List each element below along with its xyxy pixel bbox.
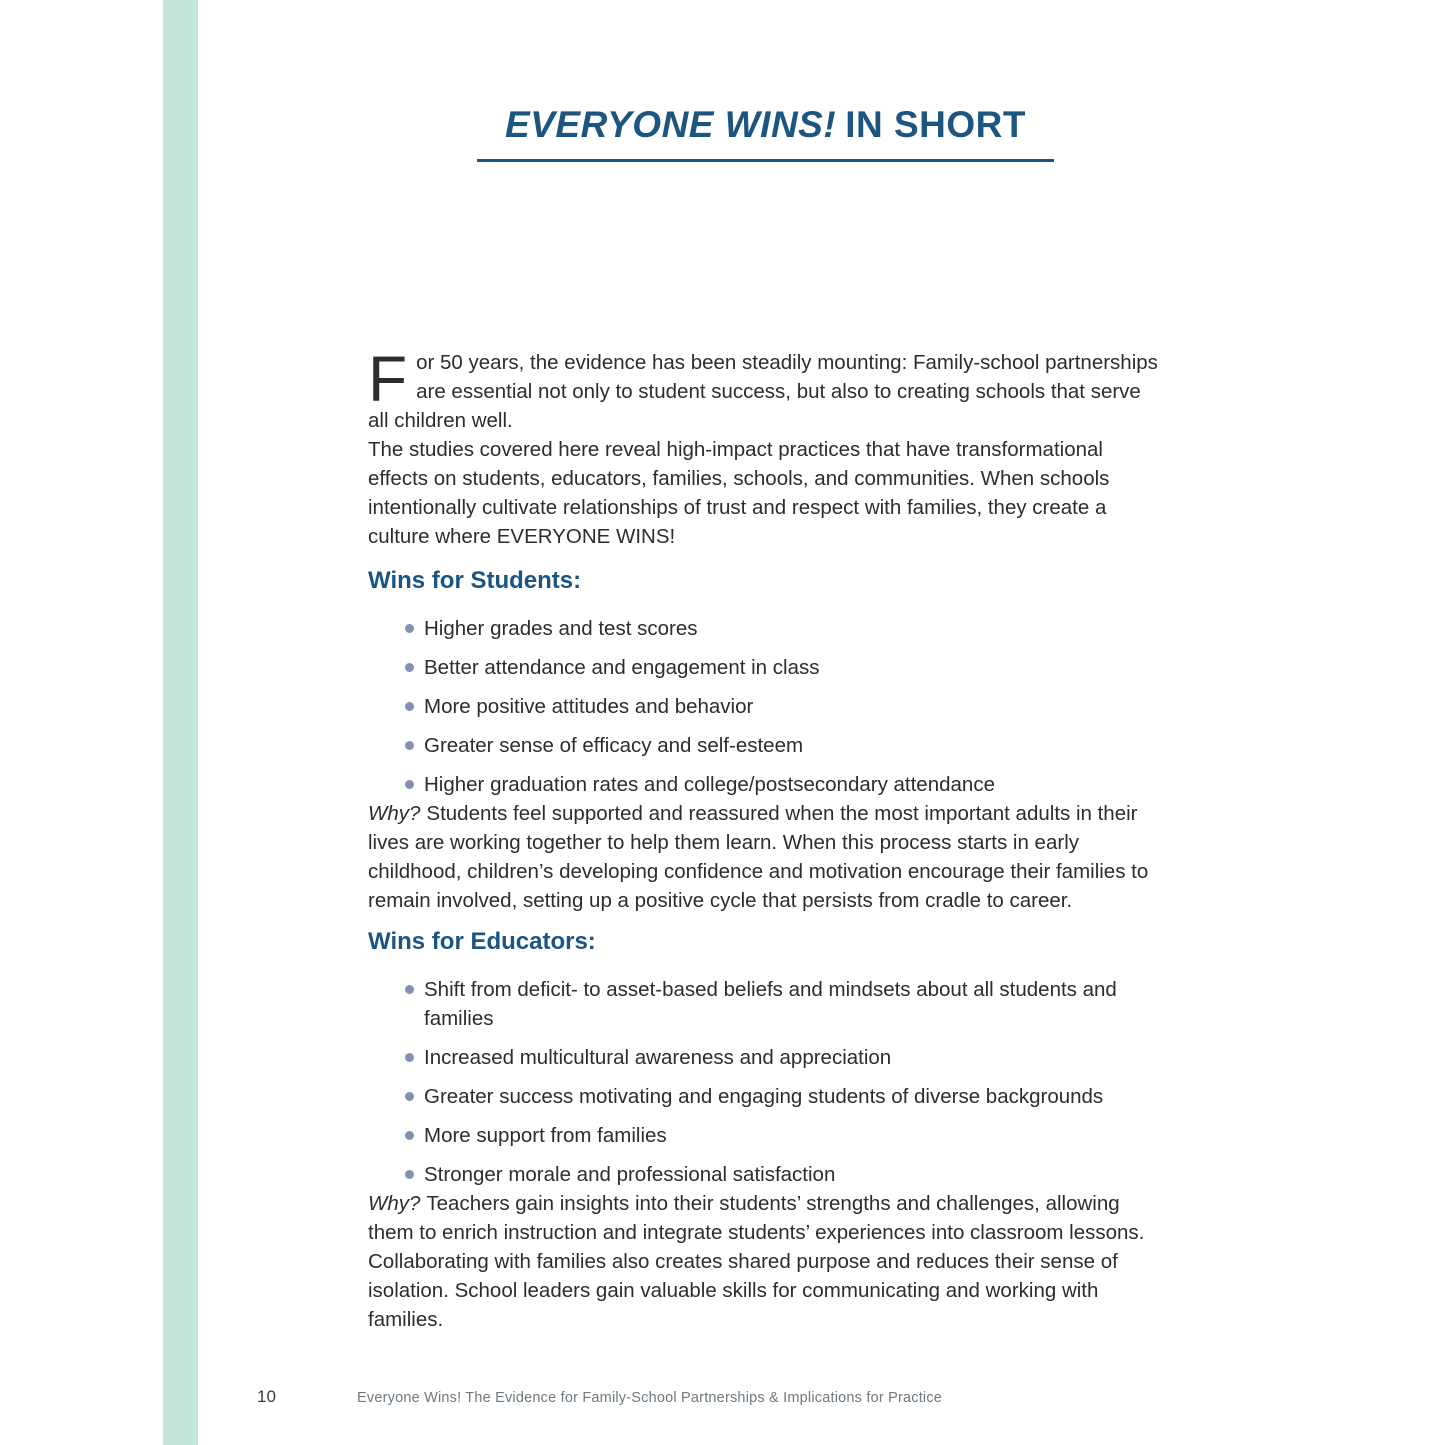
- students-why-text: Students feel supported and reassured when the most important adults in their lives are working together to help them learn. When this process starts in early childhood, children’s developing confidence and motivation encourage their families to remain involved, setting up a positive cycle that persists from cradle to career.: [368, 802, 1149, 912]
- list-item-text: Higher graduation rates and college/postsecondary attendance: [424, 773, 995, 796]
- footer-caption: Everyone Wins! The Evidence for Family-School Partnerships & Implications for Practice: [357, 1390, 943, 1406]
- page-number: 10: [257, 1387, 276, 1406]
- list-item: [368, 653, 1166, 682]
- list-item: [368, 770, 1166, 799]
- page-title-regular-part: IN SHORT: [845, 104, 1026, 145]
- list-item: [368, 1121, 1166, 1150]
- page-title: [477, 104, 1054, 162]
- bullet-icon: [405, 1053, 414, 1062]
- list-item-text: Increased multicultural awareness and appreciation: [424, 1046, 892, 1069]
- list-item: [368, 614, 1166, 643]
- list-item-text: Greater success motivating and engaging students of diverse backgrounds: [424, 1085, 1104, 1108]
- bullet-icon: [405, 1170, 414, 1179]
- students-benefits-list: [368, 614, 1166, 799]
- bullet-icon: [405, 1092, 414, 1101]
- why-label: Why?: [368, 1192, 421, 1215]
- intro-paragraph-1-text: or 50 years, the evidence has been steadily mounting: Family-school partnerships are essential not only to student success, but also to creating schools that serve all children well.: [368, 351, 1158, 432]
- left-margin-stripe: [163, 0, 198, 1445]
- bullet-icon: [405, 1131, 414, 1140]
- intro-paragraph-1: [368, 343, 1166, 435]
- bullet-icon: [405, 624, 414, 633]
- bullet-icon: [405, 702, 414, 711]
- list-item: [368, 692, 1166, 721]
- intro-paragraph-2: The studies covered here reveal high-impact practices that have transformational effects on students, educators, families, schools, and communities. When schools intentionally cultivate relationships of trust and respect with families, they create a culture where EVERYONE WINS!: [368, 438, 1110, 548]
- page-body: [368, 343, 1166, 1334]
- educators-benefits-list: [368, 975, 1166, 1189]
- list-item: [368, 1043, 1166, 1072]
- educators-why-paragraph: [368, 1189, 1166, 1334]
- bullet-icon: [405, 985, 414, 994]
- students-why-paragraph: [368, 799, 1166, 915]
- drop-cap: F: [368, 343, 408, 415]
- bullet-icon: [405, 663, 414, 672]
- bullet-icon: [405, 741, 414, 750]
- list-item-text: Higher grades and test scores: [424, 617, 698, 640]
- page-title-italic-part: EVERYONE WINS!: [505, 104, 837, 145]
- list-item: [368, 975, 1166, 1033]
- list-item-text: Stronger morale and professional satisfaction: [424, 1163, 836, 1186]
- list-item-text: Better attendance and engagement in class: [424, 656, 820, 679]
- section-heading-students: Wins for Students:: [368, 567, 582, 594]
- page-header: [368, 104, 1163, 162]
- section-heading-educators: Wins for Educators:: [368, 928, 596, 955]
- list-item: [368, 1082, 1166, 1111]
- bullet-icon: [405, 780, 414, 789]
- list-item-text: Shift from deficit- to asset-based beliefs and mindsets about all students and families: [424, 978, 1117, 1030]
- list-item-text: More support from families: [424, 1124, 667, 1147]
- list-item-text: More positive attitudes and behavior: [424, 695, 754, 718]
- list-item-text: Greater sense of efficacy and self-esteem: [424, 734, 804, 757]
- educators-why-text: Teachers gain insights into their students’ strengths and challenges, allowing them to enrich instruction and integrate students’ experiences into classroom lessons. Collaborating with families also creates shared purpose and reduces their sense of isolation. School leaders gain valuable skills for communicating and working with families.: [368, 1192, 1145, 1331]
- list-item: [368, 1160, 1166, 1189]
- list-item: [368, 731, 1166, 760]
- why-label: Why?: [368, 802, 421, 825]
